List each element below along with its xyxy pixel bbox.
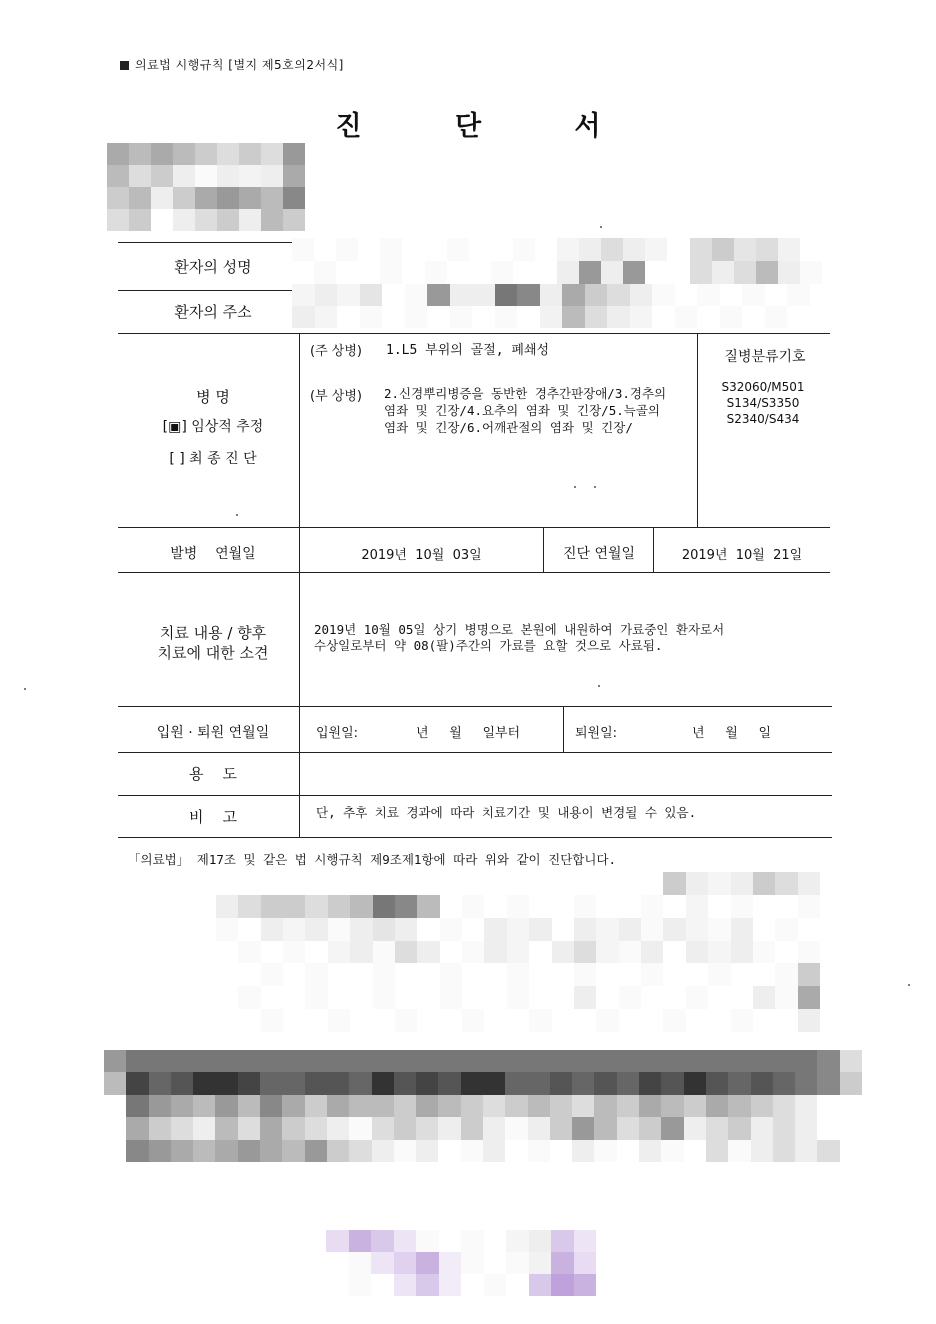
onset-date-label: 발병 연월일 xyxy=(170,546,256,562)
sub-diagnosis-label: (부 상병) xyxy=(310,389,362,404)
main-diagnosis: 1.L5 부위의 골절, 폐쇄성 xyxy=(386,343,550,358)
form-header-note xyxy=(120,56,344,73)
treatment-label-line-2: 치료에 대한 소견 xyxy=(157,644,269,662)
final-diagnosis-checkbox: [ ] 최 종 진 단 xyxy=(169,451,257,467)
redacted-hospital-id xyxy=(107,143,305,231)
purpose-label: 용 도 xyxy=(188,765,238,783)
disease-code-3: S2340/S434 xyxy=(726,412,800,426)
disease-code-label: 질병분류기호 xyxy=(724,349,806,365)
redacted-patient-name xyxy=(292,238,822,284)
admission-label: 입원 · 퇴원 연월일 xyxy=(156,725,270,741)
discharge-date-units: 년 월 일 xyxy=(692,726,771,741)
square-bullet-icon xyxy=(120,61,129,70)
patient-address-label: 환자의 주소 xyxy=(174,303,252,321)
disease-code-2: S134/S3350 xyxy=(726,396,800,410)
redacted-hospital-stamp xyxy=(104,1050,862,1162)
sub-diagnosis-line-1: 2.신경뿌리병증을 동반한 경추간판장애/3.경추의 xyxy=(384,386,667,401)
redacted-patient-address xyxy=(292,284,832,328)
treatment-text-line-1: 2019년 10월 05일 상기 병명으로 본원에 내원하여 가료중인 환자로서 xyxy=(314,622,725,637)
form-header-text: 의료법 시행규칙 [별지 제5호의2서식] xyxy=(135,58,344,72)
redacted-doctor-info xyxy=(216,872,820,1032)
treatment-label-line-1: 치료 내용 / 향후 xyxy=(159,624,267,642)
discharge-date-label: 퇴원일: xyxy=(575,726,618,741)
sub-diagnosis-line-2: 염좌 및 긴장/4.요추의 염좌 및 긴장/5.늑골의 xyxy=(384,403,660,418)
diagnosis-date-value: 2019년 10월 21일 xyxy=(681,548,803,563)
document-title: 진 단 서 xyxy=(335,111,643,142)
disease-name-label: 병 명 xyxy=(196,388,230,406)
admit-date-units: 년 월 일부터 xyxy=(416,726,521,741)
redacted-seal xyxy=(326,1230,596,1296)
remarks-text: 단, 추후 치료 경과에 따라 치료기간 및 내용이 변경될 수 있음. xyxy=(316,805,697,820)
admit-date-label: 입원일: xyxy=(316,726,359,741)
treatment-text-line-2: 수상일로부터 약 08(팔)주간의 가료를 요할 것으로 사료됨. xyxy=(314,638,663,653)
remarks-label: 비 고 xyxy=(188,808,238,826)
clinical-estimate-checkbox: [▣] 임상적 추정 xyxy=(162,419,264,435)
disease-code-1: S32060/M501 xyxy=(721,380,805,394)
sub-diagnosis-line-3: 염좌 및 긴장/6.어깨관절의 염좌 및 긴장/ xyxy=(384,420,633,435)
onset-date-value: 2019년 10월 03일 xyxy=(361,548,482,563)
patient-name-label: 환자의 성명 xyxy=(174,258,252,276)
diagnosis-date-label: 진단 연월일 xyxy=(562,546,636,562)
main-diagnosis-label: (주 상병) xyxy=(310,344,362,359)
legal-statement: 「의료법」 제17조 및 같은 법 시행규칙 제9조제1항에 따라 위와 같이 진단합니다. xyxy=(128,852,617,867)
